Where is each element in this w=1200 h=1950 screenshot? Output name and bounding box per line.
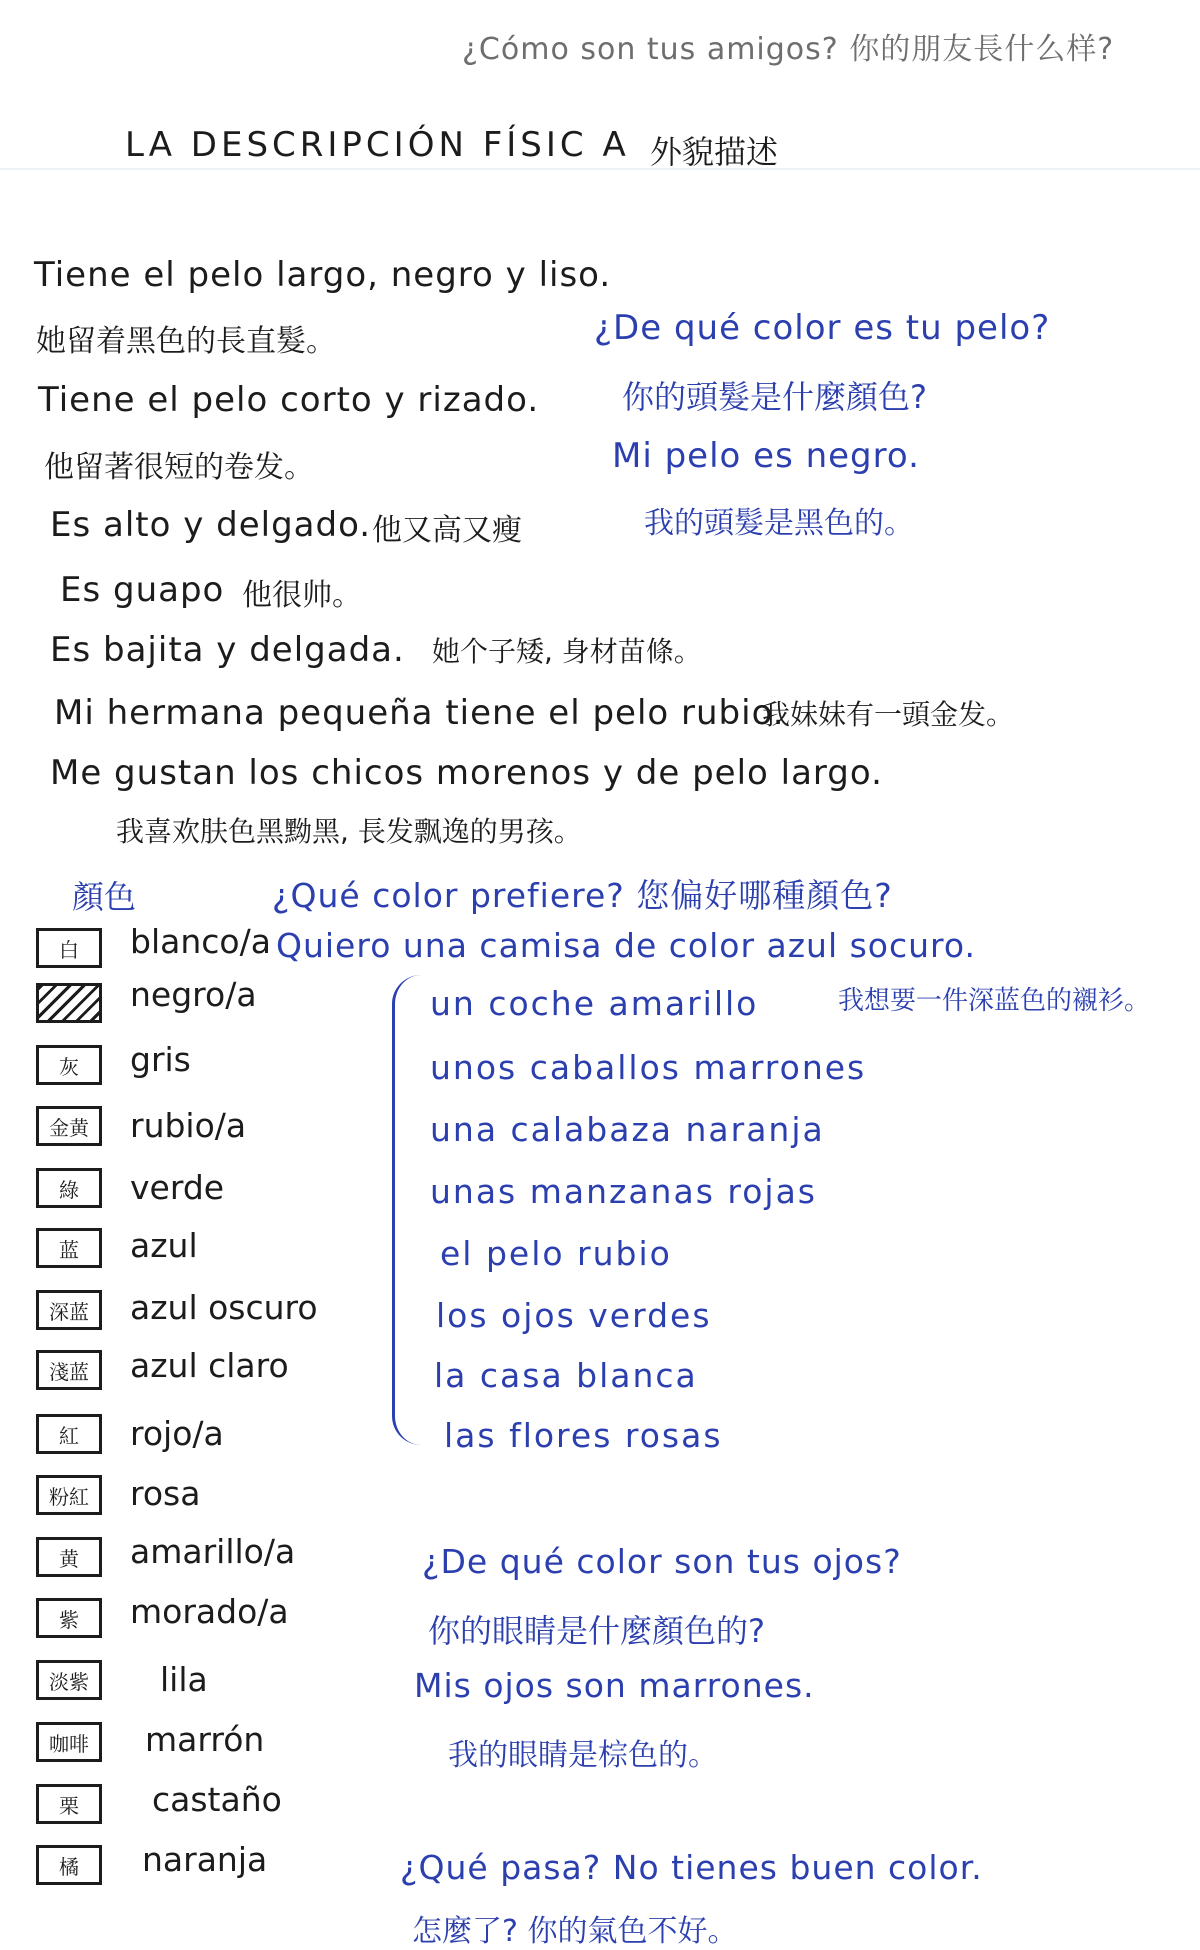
rule-line bbox=[0, 168, 1200, 170]
color-box-red: 紅 bbox=[36, 1414, 102, 1454]
example-6: los ojos verdes bbox=[436, 1296, 712, 1335]
color-box-white: 白 bbox=[36, 928, 102, 968]
color-label-red: rojo/a bbox=[130, 1414, 224, 1453]
desc-3-es: Es alto y delgado. bbox=[50, 505, 372, 545]
color-box-lilac: 淡紫 bbox=[36, 1660, 102, 1700]
page-title: LA DESCRIPCIÓN FÍSIC A bbox=[125, 125, 630, 165]
color-box-pink: 粉紅 bbox=[36, 1475, 102, 1515]
color-box-blue: 蓝 bbox=[36, 1228, 102, 1268]
color-box-chestnut: 栗 bbox=[36, 1784, 102, 1824]
hair-answer-cn: 我的頭髮是黑色的。 bbox=[644, 506, 914, 541]
eyes-answer-cn: 我的眼睛是棕色的。 bbox=[448, 1738, 718, 1773]
color-box-light-blue: 淺蓝 bbox=[36, 1350, 102, 1390]
example-8: las flores rosas bbox=[444, 1416, 723, 1455]
color-box-blond: 金黄 bbox=[36, 1106, 102, 1146]
desc-6-cn: 我妹妹有一頭金发。 bbox=[762, 698, 1015, 731]
color-box-purple: 紫 bbox=[36, 1598, 102, 1638]
example-7: la casa blanca bbox=[434, 1356, 698, 1395]
desc-1-es: Tiene el pelo largo, negro y liso. bbox=[34, 255, 612, 295]
color-box-dark-blue: 深蓝 bbox=[36, 1290, 102, 1330]
desc-2-es: Tiene el pelo corto y rizado. bbox=[38, 380, 540, 420]
hair-answer-es: Mi pelo es negro. bbox=[612, 436, 920, 476]
color-label-lilac: lila bbox=[160, 1660, 208, 1699]
color-label-dark-blue: azul oscuro bbox=[130, 1288, 318, 1327]
color-label-orange: naranja bbox=[142, 1840, 268, 1879]
example-3: una calabaza naranja bbox=[430, 1110, 825, 1149]
colors-heading: 顏色 bbox=[72, 878, 137, 916]
color-label-yellow: amarillo/a bbox=[130, 1532, 296, 1571]
eyes-question-cn: 你的眼睛是什麼顏色的? bbox=[428, 1612, 765, 1650]
color-label-white: blanco/a bbox=[130, 922, 271, 961]
color-label-chestnut: castaño bbox=[152, 1780, 282, 1819]
examples-brace bbox=[392, 975, 421, 1445]
example-5: el pelo rubio bbox=[440, 1234, 672, 1273]
health-question-es: ¿Qué pasa? No tienes buen color. bbox=[400, 1848, 983, 1887]
desc-6-es: Mi hermana pequeña tiene el pelo rubio. bbox=[54, 693, 785, 733]
desc-3-cn: 他又高又瘦 bbox=[372, 513, 522, 548]
color-label-light-blue: azul claro bbox=[130, 1346, 289, 1385]
page-title-cn: 外貌描述 bbox=[650, 133, 779, 171]
color-label-purple: morado/a bbox=[130, 1592, 289, 1631]
desc-1-cn: 她留着黑色的長直髮。 bbox=[36, 324, 336, 359]
color-label-blue: azul bbox=[130, 1226, 198, 1265]
desc-7-es: Me gustan los chicos morenos y de pelo largo. bbox=[50, 753, 883, 793]
desc-4-es: Es guapo bbox=[60, 570, 225, 610]
desc-5-es: Es bajita y delgada. bbox=[50, 630, 405, 670]
desc-7-cn: 我喜欢肤色黑黝黑, 長发飘逸的男孩。 bbox=[116, 815, 582, 848]
desc-2-cn: 他留著很短的卷发。 bbox=[44, 450, 314, 485]
desc-5-cn: 她个子矮, 身材苗條。 bbox=[432, 635, 702, 668]
health-question-cn: 怎麼了? 你的氣色不好。 bbox=[412, 1914, 738, 1949]
color-label-blond: rubio/a bbox=[130, 1106, 247, 1145]
prefer-question: ¿Qué color prefiere? 您偏好哪種顏色? bbox=[272, 876, 893, 915]
color-label-gray: gris bbox=[130, 1040, 191, 1079]
example-2: unos caballos marrones bbox=[430, 1048, 867, 1087]
eyes-answer-es: Mis ojos son marrones. bbox=[414, 1666, 815, 1705]
color-label-pink: rosa bbox=[130, 1474, 201, 1513]
hair-question-es: ¿De qué color es tu pelo? bbox=[594, 308, 1051, 348]
desc-4-cn: 他很帅。 bbox=[242, 578, 362, 613]
color-box-green: 綠 bbox=[36, 1168, 102, 1208]
color-box-yellow: 黄 bbox=[36, 1537, 102, 1577]
color-box-black bbox=[36, 983, 102, 1023]
example-4: unas manzanas rojas bbox=[430, 1172, 817, 1211]
color-label-black: negro/a bbox=[130, 975, 257, 1014]
eyes-question-es: ¿De qué color son tus ojos? bbox=[422, 1542, 902, 1581]
color-box-brown: 咖啡 bbox=[36, 1722, 102, 1762]
prefer-answer-es: Quiero una camisa de color azul socuro. bbox=[276, 926, 976, 965]
header-question: ¿Cómo son tus amigos? 你的朋友長什么样? bbox=[462, 32, 1115, 67]
example-1: un coche amarillo bbox=[430, 984, 759, 1023]
color-box-orange: 橘 bbox=[36, 1845, 102, 1885]
color-label-brown: marrón bbox=[145, 1720, 265, 1759]
hair-question-cn: 你的頭髮是什麼顏色? bbox=[622, 378, 927, 416]
color-box-gray: 灰 bbox=[36, 1045, 102, 1085]
color-label-green: verde bbox=[130, 1168, 225, 1207]
prefer-answer-cn: 我想要一件深蓝色的襯衫。 bbox=[838, 986, 1151, 1016]
